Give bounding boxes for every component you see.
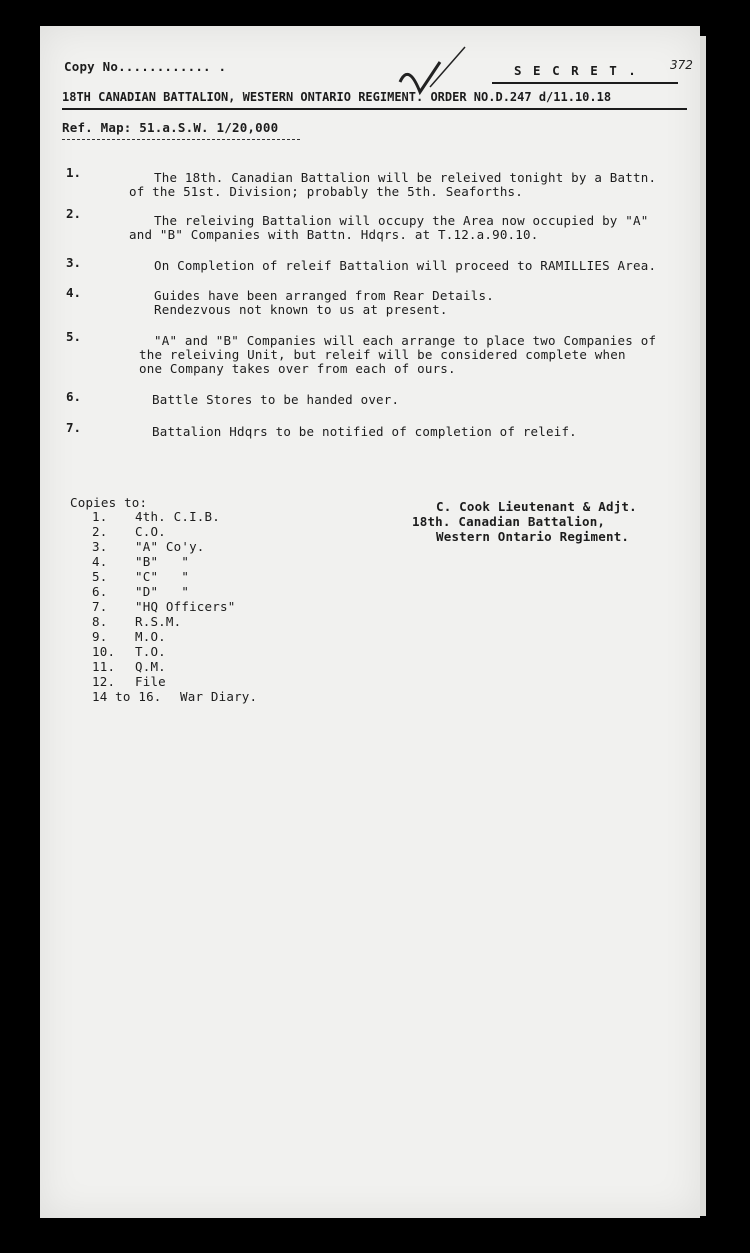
secret-underline: [492, 82, 678, 84]
copy-number: Copy No............ .: [64, 59, 227, 74]
signature-name: C. Cook Lieutenant & Adjt.: [436, 499, 637, 514]
page-edge: [700, 36, 706, 1216]
secret-label: S E C R E T .: [514, 63, 638, 78]
page-number-stamp: 372: [670, 58, 693, 72]
document-page: Copy No............ . S E C R E T . 372 18TH CANADIAN BATTALION, WESTERN ONTARIO REGIMENT. ORDER NO.D.247 d/11.10.18 Ref. Map: 51.a.S.W. 1/20,000 1. The 18th. Canadian Battalion will be releived tonight by a Battn. of the 51st. Division; probably the 5th. Seaforths. 2. The releiving Battalion will occupy the Area now occupied by "A" and "B" Companies with Battn. Hdqrs. at T.12.a.90.10. 3. On Completion of releif Battalion will proceed to RAMILLIES Area. 4. Guides have been arranged from Rear Details. Rendezvous not known to us at present. 5. "A" and "B" Companies will each arrange to place two Companies of the releiving Unit, but releif will be considered complete when one Company takes over from each of ours. 6. Battle Stores to be handed over. 7. Battalion Hdqrs to be notified of completion of releif. Copies to: 1. 4th. C.I.B. 2. C.O. 3. "A" Co'y. 4. "B" " 5. "C" " 6. "D" " 7. "HQ Officers" 8. R.S.M. 9. M.O. 10. T.O. 11. Q.M. 12. File 14 to 16. War Diary. C. Cook Lieutenant & Adjt. 18th. Canadian Battalion, Western Ontario Regiment.: [40, 26, 700, 1218]
order-title: 18TH CANADIAN BATTALION, WESTERN ONTARIO REGIMENT. ORDER NO.D.247 d/11.10.18: [62, 90, 612, 104]
reference-map: Ref. Map: 51.a.S.W. 1/20,000: [62, 120, 279, 135]
signature-regiment: Western Ontario Regiment.: [436, 529, 630, 544]
title-underline: [62, 108, 687, 110]
copies-heading: Copies to:: [70, 495, 148, 510]
ref-map-underline: [62, 139, 300, 140]
signature-unit: 18th. Canadian Battalion,: [412, 514, 606, 529]
